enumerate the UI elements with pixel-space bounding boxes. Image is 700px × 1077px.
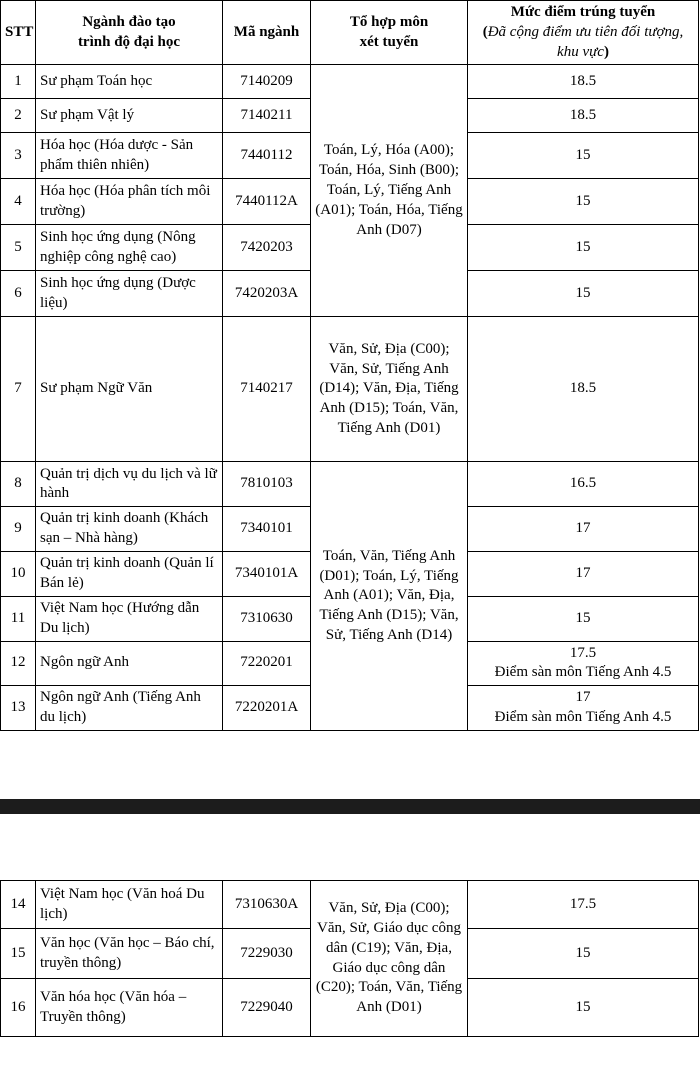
row-stt: 6 (1, 271, 36, 317)
header-score-title: Mức điểm trúng tuyển (510, 4, 656, 20)
admission-score-table-bottom (0, 880, 699, 1037)
header-combination-line2: xét tuyển (359, 33, 419, 50)
row-score-note: Điểm sàn môn Tiếng Anh 4.5 (494, 664, 672, 681)
row-major: Văn hóa học (Văn hóa – Truyền thông) (36, 979, 223, 1037)
row-major: Sư phạm Ngữ Văn (36, 317, 223, 462)
header-score-note-italic: Đã cộng điểm ưu tiên đối tượng, khu vực (487, 23, 684, 60)
row-major: Ngôn ngữ Anh (Tiếng Anh du lịch) (36, 686, 223, 731)
header-score-note-close: ) (603, 43, 609, 60)
row-major: Việt Nam học (Hướng dẫn Du lịch) (36, 596, 223, 641)
table-body-bottom (1, 881, 699, 1037)
row-code: 7229030 (223, 929, 311, 979)
row-code: 7340101A (223, 551, 311, 596)
row-code: 7420203 (223, 225, 311, 271)
row-stt: 11 (1, 596, 36, 641)
row-code: 7340101 (223, 507, 311, 552)
row-score: 17 (468, 551, 699, 596)
header-major (36, 1, 223, 65)
row-stt: 4 (1, 179, 36, 225)
header-score-note (483, 24, 684, 60)
row-code: 7140211 (223, 99, 311, 133)
row-score: 16.5 (468, 462, 699, 507)
row-score: 17 (468, 507, 699, 552)
row-stt: 5 (1, 225, 36, 271)
row-score: 15 (468, 179, 699, 225)
row-major: Hóa học (Hóa dược - Sản phẩm thiên nhiên) (36, 133, 223, 179)
header-major-line1: Ngành đào tạo (82, 13, 176, 30)
row-stt: 10 (1, 551, 36, 596)
row-code: 7220201 (223, 641, 311, 686)
header-combination (311, 1, 468, 65)
row-stt: 1 (1, 65, 36, 99)
table-row (1, 317, 699, 462)
row-stt: 14 (1, 881, 36, 929)
row-combination-culture: Văn, Sử, Địa (C00); Văn, Sử, Giáo dục công dân (C19); Văn, Địa, Giáo dục công dân (C20); Toán, Văn, Tiếng Anh (D01) (311, 881, 468, 1037)
row-code: 7440112A (223, 179, 311, 225)
row-score: 15 (468, 271, 699, 317)
row-major: Quản trị kinh doanh (Quản lí Bán lẻ) (36, 551, 223, 596)
row-stt: 7 (1, 317, 36, 462)
row-score: 15 (468, 133, 699, 179)
table-row (1, 462, 699, 507)
header-row (1, 1, 699, 65)
row-major: Hóa học (Hóa phân tích môi trường) (36, 179, 223, 225)
header-score-note-open: ( (482, 23, 488, 40)
row-stt: 3 (1, 133, 36, 179)
table-body-top (1, 65, 699, 731)
row-major: Quản trị dịch vụ du lịch và lữ hành (36, 462, 223, 507)
row-major: Sinh học ứng dụng (Dược liệu) (36, 271, 223, 317)
row-score (468, 641, 699, 686)
row-stt: 13 (1, 686, 36, 731)
row-score-value: 17.5 (569, 644, 597, 661)
row-code: 7310630A (223, 881, 311, 929)
row-code: 7220201A (223, 686, 311, 731)
row-score: 15 (468, 979, 699, 1037)
row-code: 7140217 (223, 317, 311, 462)
row-major: Sinh học ứng dụng (Nông nghiệp công nghệ cao) (36, 225, 223, 271)
row-stt: 8 (1, 462, 36, 507)
row-major: Sư phạm Toán học (36, 65, 223, 99)
row-score-note: Điểm sàn môn Tiếng Anh 4.5 (494, 709, 672, 726)
row-combination-business: Toán, Văn, Tiếng Anh (D01); Toán, Lý, Tiếng Anh (A01); Văn, Địa, Tiếng Anh (D15); Văn, Sử, Tiếng Anh (D14) (311, 462, 468, 731)
section-gap-lower (0, 814, 700, 880)
row-score: 18.5 (468, 65, 699, 99)
header-combination-line1: Tổ hợp môn (349, 13, 429, 30)
row-stt: 2 (1, 99, 36, 133)
row-score: 15 (468, 596, 699, 641)
row-score: 15 (468, 225, 699, 271)
row-combination-natural: Toán, Lý, Hóa (A00); Toán, Hóa, Sinh (B00); Toán, Lý, Tiếng Anh (A01); Toán, Hóa, Tiếng Anh (D07) (311, 65, 468, 317)
row-combination-literature: Văn, Sử, Địa (C00); Văn, Sử, Tiếng Anh (D14); Văn, Địa, Tiếng Anh (D15); Toán, Văn, Tiếng Anh (D01) (311, 317, 468, 462)
row-code: 7140209 (223, 65, 311, 99)
header-score (468, 1, 699, 65)
row-code: 7810103 (223, 462, 311, 507)
section-gap (0, 731, 700, 799)
row-major: Quản trị kinh doanh (Khách sạn – Nhà hàng) (36, 507, 223, 552)
row-code: 7310630 (223, 596, 311, 641)
row-score: 15 (468, 929, 699, 979)
row-stt: 16 (1, 979, 36, 1037)
row-major: Văn học (Văn học – Báo chí, truyền thông) (36, 929, 223, 979)
row-stt: 12 (1, 641, 36, 686)
row-score: 18.5 (468, 317, 699, 462)
header-major-line2: trình độ đại học (77, 33, 181, 50)
row-major: Việt Nam học (Văn hoá Du lịch) (36, 881, 223, 929)
row-score: 18.5 (468, 99, 699, 133)
row-stt: 15 (1, 929, 36, 979)
row-score: 17.5 (468, 881, 699, 929)
header-code: Mã ngành (223, 1, 311, 65)
row-code: 7440112 (223, 133, 311, 179)
row-major: Ngôn ngữ Anh (36, 641, 223, 686)
table-header (1, 1, 699, 65)
row-code: 7229040 (223, 979, 311, 1037)
row-stt: 9 (1, 507, 36, 552)
table-row (1, 881, 699, 929)
row-code: 7420203A (223, 271, 311, 317)
page-separator-bar (0, 799, 700, 814)
table-row (1, 65, 699, 99)
row-major: Sư phạm Vật lý (36, 99, 223, 133)
row-score-value: 17 (575, 689, 591, 706)
row-score (468, 686, 699, 731)
header-stt: STT (1, 1, 36, 65)
